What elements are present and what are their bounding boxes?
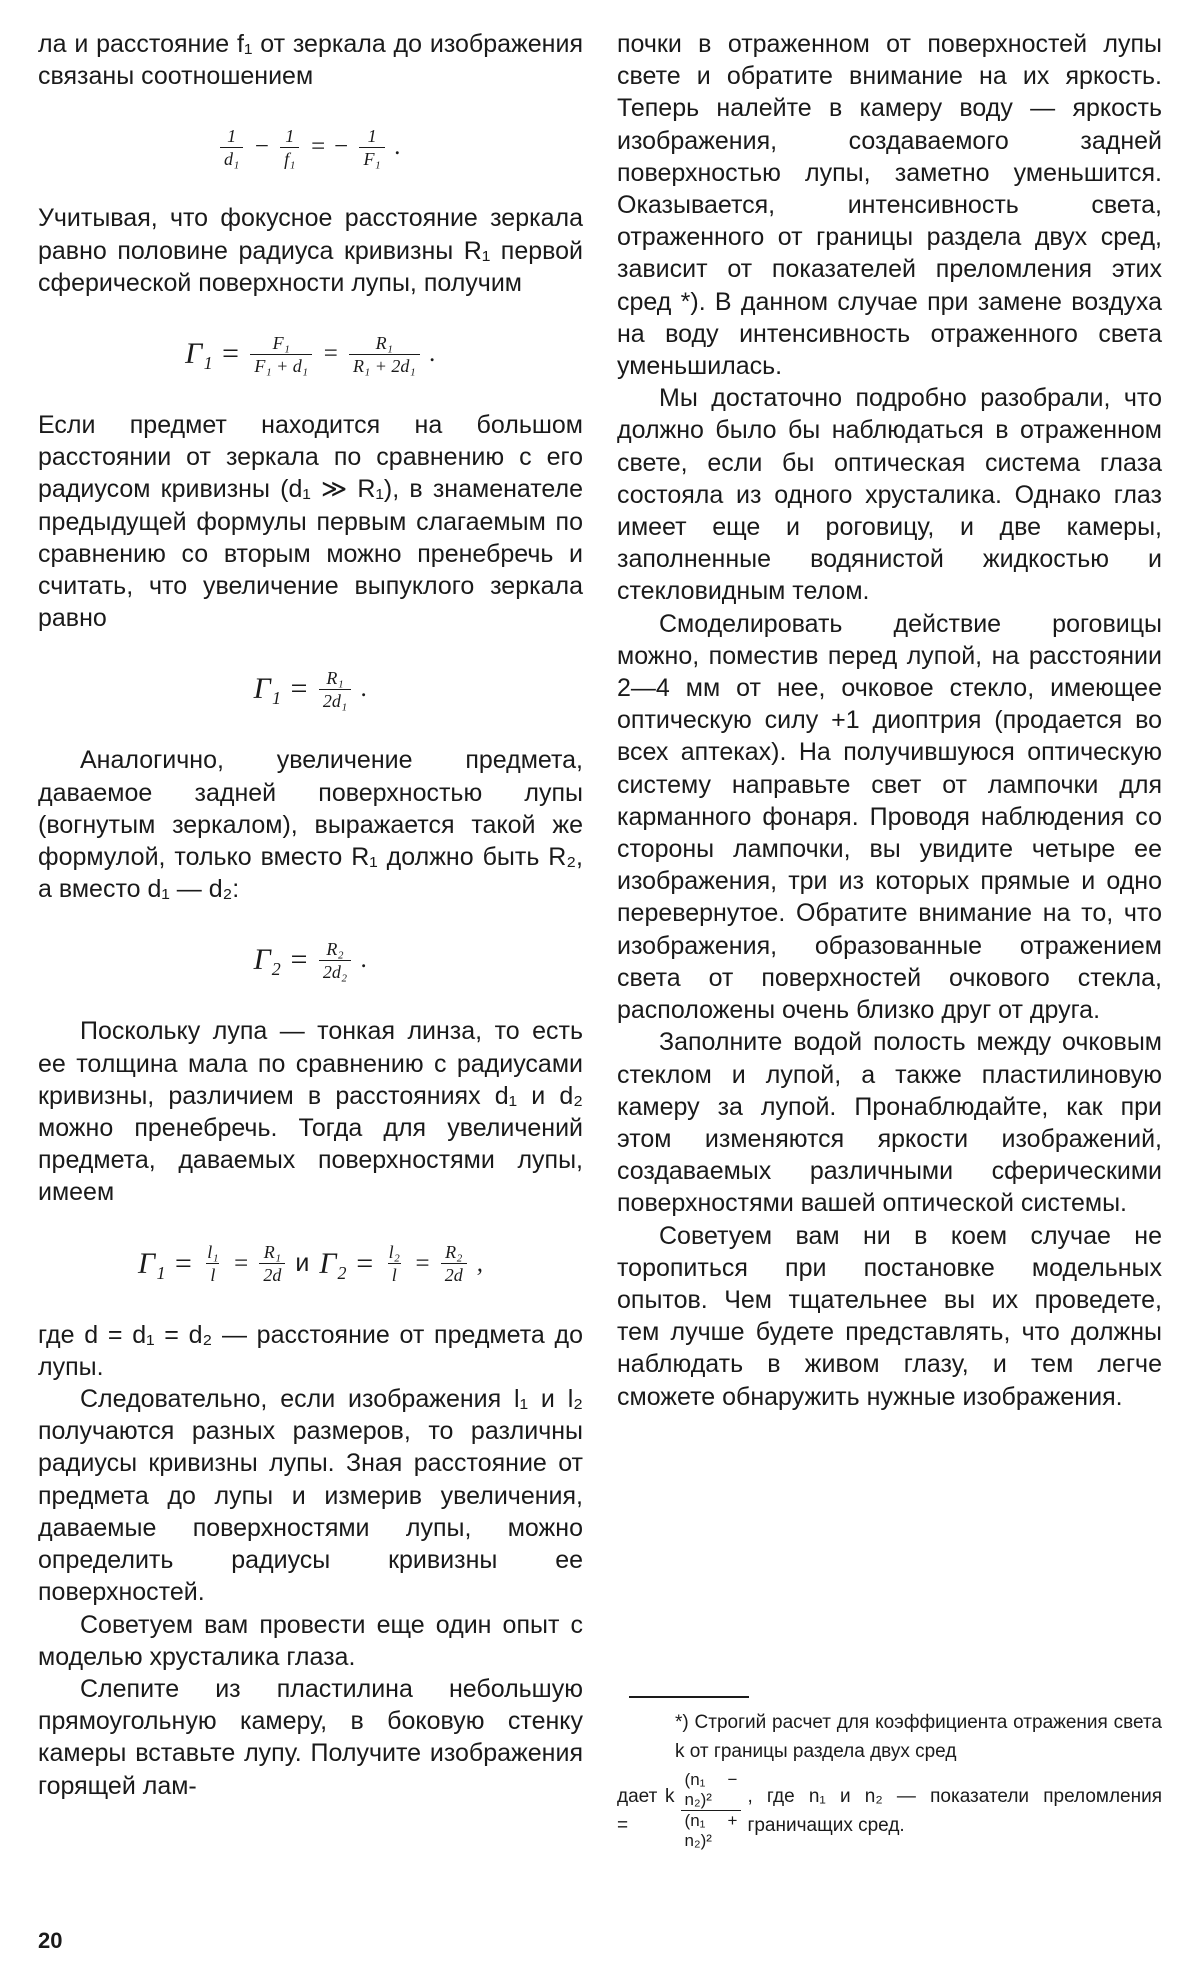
formula-lhs: Γ₁ = bbox=[253, 672, 309, 706]
formula-end: . bbox=[361, 946, 368, 974]
formula-end: , bbox=[476, 1249, 483, 1277]
paragraph: Поскольку лупа — тонкая линза, то есть ее толщина мала по сравнению с радиусами кривизны, различием в расстояниях d₁ и d₂ можно пренебречь. Тогда для увеличений предмета, даваемых поверхностями лупы, имеем bbox=[38, 1017, 583, 1207]
formula-conjunction: и bbox=[295, 1249, 310, 1278]
fraction-numerator: R₂ bbox=[326, 938, 344, 959]
formula-operator: = − bbox=[309, 133, 350, 161]
paragraph: ла и расстояние f₁ от зеркала до изображения связаны соотношением bbox=[38, 30, 583, 91]
fraction-denominator: F₁ bbox=[359, 147, 384, 170]
fraction-denominator: 2d bbox=[441, 1263, 467, 1286]
formula-operator: − bbox=[253, 133, 271, 161]
formula-lhs: Γ₂ = bbox=[253, 943, 309, 977]
formula-lhs: Γ₁ = bbox=[138, 1246, 194, 1280]
fraction-denominator: 2d₁ bbox=[319, 689, 351, 712]
paragraph: почки в отраженном от поверхностей лупы свете и обратите внимание на их яркость. Теперь налейте в камеру воду — яркость изображения, создаваемого задней поверхностью лупы, заметно уменьшится. Оказывается, интенсивность света, отраженного от границы раздела двух сред, зависит от показателей преломления этих сред *). В данном случае при замене воздуха на воду интенсивность отраженного света уменьшилась. bbox=[617, 30, 1162, 381]
paragraph: Советуем вам ни в коем случае не торопиться при постановке модельных опытов. Чем тщательнее вы их проведете, тем лучше будете представлять, что должны наблюдать в живом глазу, и тем легче сможете обнаружить нужные изображения. bbox=[617, 1221, 1162, 1411]
fraction-numerator: l₂ bbox=[388, 1242, 400, 1263]
formula-lhs: Γ₁ = bbox=[185, 337, 241, 371]
paragraph: Мы достаточно подробно разобрали, что должно было бы наблюдаться в отраженном свете, если бы оптическая система глаза состояла из одного хрусталика. Однако глаз имеет еще и роговицу, и две камеры, заполненные водянистой жидкостью и стекловидным телом. bbox=[617, 384, 1162, 606]
formula-magnifications-pair bbox=[38, 1229, 583, 1299]
paragraph: Слепите из пластилина небольшую прямоугольную камеру, в боковую стенку камеры вставьте лупу. Получите изображения горящей лам- bbox=[38, 1674, 583, 1800]
fraction-numerator: (n₁ − n₂)² bbox=[684, 1770, 738, 1809]
fraction-numerator: R₁ bbox=[326, 667, 344, 688]
fraction-denominator: d₁ bbox=[220, 147, 243, 170]
formula-operator: = bbox=[232, 1249, 250, 1277]
fraction-numerator: 1 bbox=[367, 125, 377, 146]
footnote bbox=[617, 1708, 1162, 1851]
paragraph: Следовательно, если изображения l₁ и l₂ получаются разных размеров, то различны радиусы кривизны лупы. Зная расстояние от предмета до лупы и измерив увеличения, даваемые поверхностями лупы, можно определить радиусы кривизны ее поверхностей. bbox=[38, 1385, 583, 1607]
formula-magnification-1 bbox=[38, 319, 583, 389]
page-number: 20 bbox=[38, 1928, 63, 1953]
formula-operator: = bbox=[322, 340, 339, 368]
fraction-numerator: 1 bbox=[285, 125, 295, 146]
fraction-denominator: (n₁ + n₂)² bbox=[681, 1810, 742, 1851]
left-column bbox=[38, 28, 583, 1802]
footnote-post: , где n₁ и n₂ — показатели преломления граничащих сред. bbox=[747, 1785, 1162, 1836]
fraction-numerator: F₁ bbox=[272, 332, 290, 353]
formula-lhs: Γ₂ = bbox=[319, 1246, 375, 1280]
fraction-denominator: 2d bbox=[259, 1263, 285, 1286]
formula-end: . bbox=[429, 340, 436, 368]
footnote-divider bbox=[629, 1696, 749, 1698]
footnote-text: *) Строгий расчет для коэффициента отражения света k от границы раздела двух сред bbox=[675, 1712, 1162, 1762]
fraction-numerator: R₁ bbox=[375, 332, 393, 353]
fraction-denominator: l bbox=[388, 1263, 401, 1286]
fraction-numerator: l₁ bbox=[207, 1242, 219, 1263]
formula-end: . bbox=[361, 675, 368, 703]
paragraph: Советуем вам провести еще один опыт с моделью хрусталика глаза. bbox=[38, 1610, 583, 1671]
paragraph: Заполните водой полость между очковым стеклом и лупой, а также пластилиновую камеру за лупой. Пронаблюдайте, как при этом изменяются яркости изображений, создаваемых различными сферическими поверхностями вашей оптической системы. bbox=[617, 1028, 1162, 1218]
fraction-numerator: 1 bbox=[227, 125, 237, 146]
footnote-pre: дает k = bbox=[617, 1785, 675, 1836]
paragraph: Если предмет находится на большом расстоянии от зеркала по сравнению с его радиусом кривизны (d₁ ≫ R₁), в знаменателе предыдущей формулы первым слагаемым по сравнению со вторым можно пренебречь и считать, что увеличение выпуклого зеркала равно bbox=[38, 411, 583, 633]
formula-mirror-equation bbox=[38, 112, 583, 182]
paragraph: Аналогично, увеличение предмета, даваемое задней поверхностью лупы (вогнутым зеркалом), выражается такой же формулой, только вместо R₁ должно быть R₂, а вместо d₁ — d₂: bbox=[38, 746, 583, 904]
fraction-denominator: l bbox=[206, 1263, 219, 1286]
fraction-denominator: F₁ + d₁ bbox=[250, 354, 312, 377]
formula-magnification-concave bbox=[38, 925, 583, 995]
formula-magnification-convex bbox=[38, 654, 583, 724]
footnote-formula-line bbox=[617, 1770, 1162, 1851]
fraction-numerator: R₁ bbox=[263, 1242, 282, 1263]
right-column bbox=[617, 28, 1162, 1413]
formula-end: . bbox=[394, 133, 401, 161]
paragraph: Смоделировать действие роговицы можно, поместив перед лупой, на расстоянии 2—4 мм от нее, очковое стекло, имеющее оптическую силу +1 диоптрия (продается во всех аптеках). На получившуюся оптическую систему направьте свет от лампочки для карманного фонаря. Проводя наблюдения со стороны лампочки, вы увидите четыре ее изображения, три из которых прямые и одно перевернутое. Обратите внимание на то, что изображения, образованные отражением света от поверхностей очкового стекла, расположены очень близко друг от друга. bbox=[617, 609, 1162, 1025]
fraction-denominator: f₁ bbox=[280, 147, 299, 170]
fraction-denominator: 2d₂ bbox=[319, 960, 351, 983]
fraction-numerator: R₂ bbox=[445, 1242, 463, 1263]
paragraph: где d = d₁ = d₂ — расстояние от предмета до лупы. bbox=[38, 1320, 583, 1381]
paragraph: Учитывая, что фокусное расстояние зеркала равно половине радиуса кривизны R₁ первой сферической поверхности лупы, получим bbox=[38, 204, 583, 297]
formula-operator: = bbox=[413, 1249, 431, 1277]
fraction-denominator: R₁ + 2d₁ bbox=[349, 354, 420, 377]
